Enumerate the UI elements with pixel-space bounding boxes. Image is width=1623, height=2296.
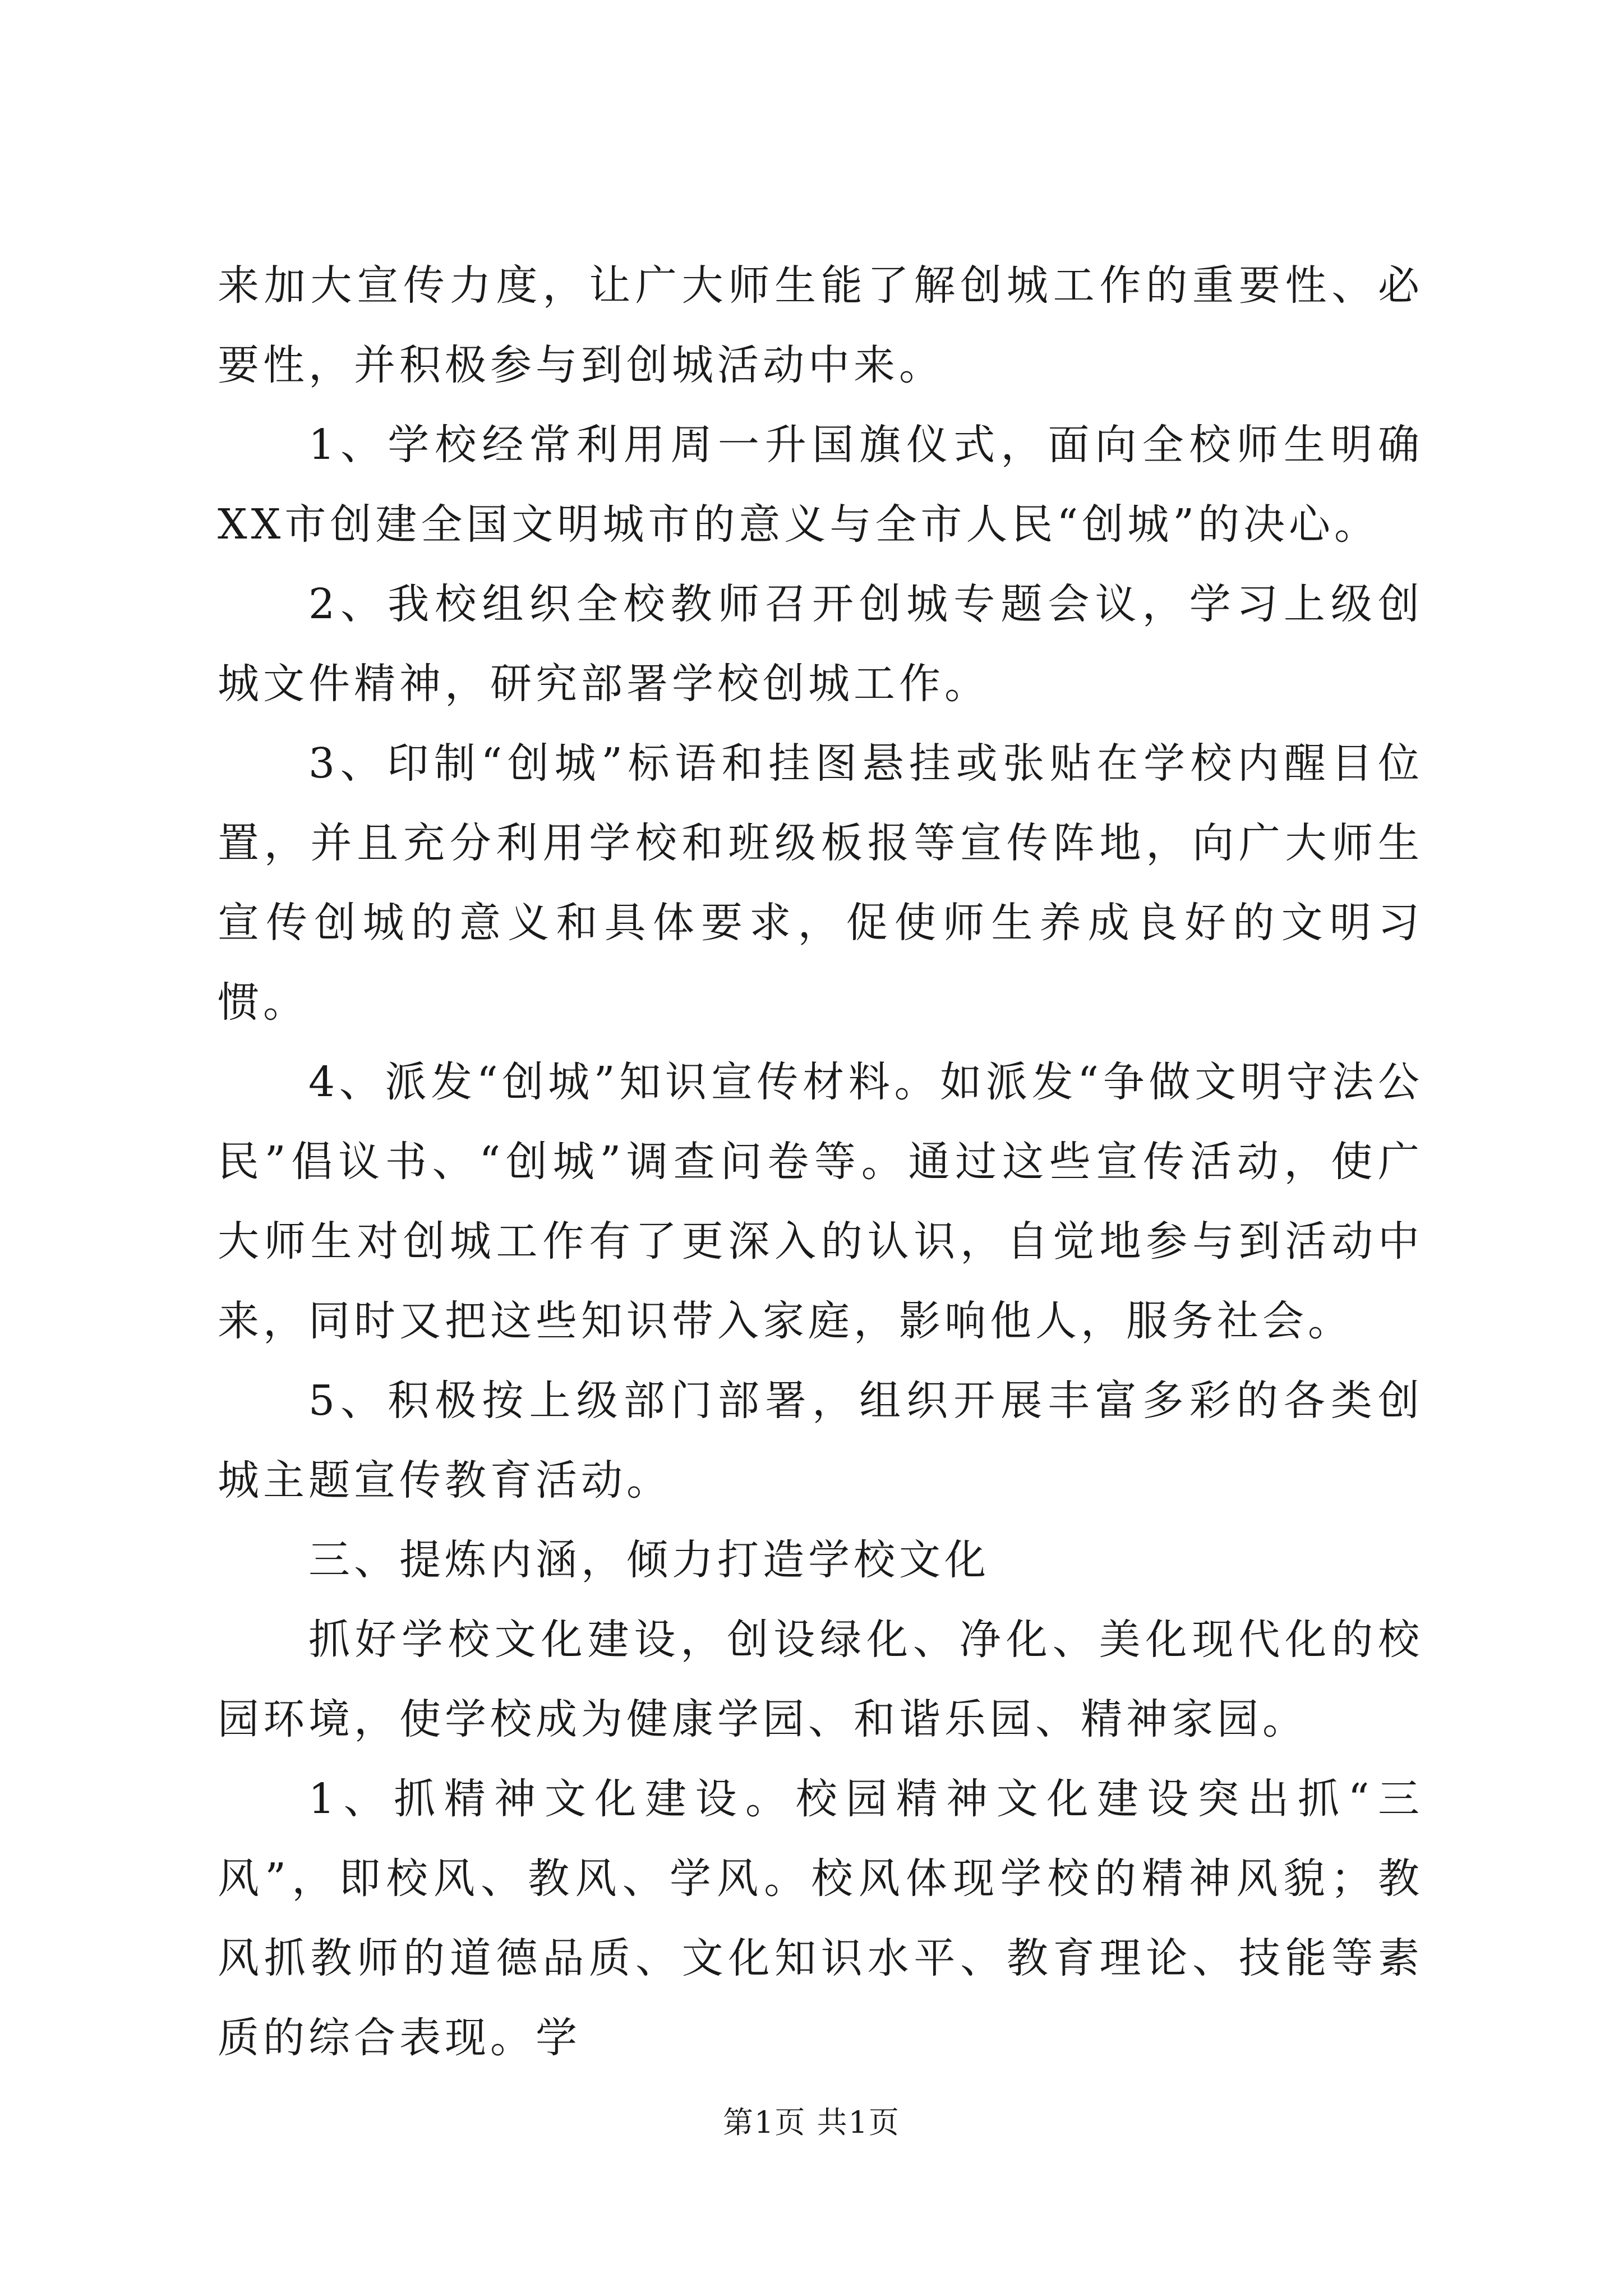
paragraph-item-5: 5、积极按上级部门部署，组织开展丰富多彩的各类创城主题宣传教育活动。 xyxy=(218,1377,1423,1504)
section-heading-3: 三、提炼内涵，倾力打造学校文化 xyxy=(308,1536,990,1584)
paragraph-item-2: 2、我校组织全校教师召开创城专题会议，学习上级创城文件精神，研究部署学校创城工作。 xyxy=(218,580,1423,708)
paragraph-section-intro: 抓好学校文化建设，创设绿化、净化、美化现代化的校园环境，使学校成为健康学园、和谐乐园、精神家园。 xyxy=(218,1616,1423,1743)
paragraph-subitem-1: 1、抓精神文化建设。校园精神文化建设突出抓“三风”，即校风、教风、学风。校风体现学校的精神风貌；教风抓教师的道德品质、文化知识水平、教育理论、技能等素质的综合表现。学 xyxy=(218,1775,1423,2062)
paragraph-continuation: 来加大宣传力度，让广大师生能了解创城工作的重要性、必要性，并积极参与到创城活动中来。 xyxy=(218,261,1423,389)
paragraph-item-3: 3、印制“创城”标语和挂图悬挂或张贴在学校内醒目位置，并且充分利用学校和班级板报等宣传阵地，向广大师生宣传创城的意义和具体要求，促使师生养成良好的文明习惯。 xyxy=(218,739,1423,1027)
paragraph-item-1: 1、学校经常利用周一升国旗仪式，面向全校师生明确XX市创建全国文明城市的意义与全市人民“创城”的决心。 xyxy=(218,421,1423,549)
page-footer: 第1页 共1页 xyxy=(723,2105,900,2140)
document-body xyxy=(218,246,1423,2078)
paragraph-item-4: 4、派发“创城”知识宣传材料。如派发“争做文明守法公民”倡议书、“创城”调查问卷等。通过这些宣传活动，使广大师生对创城工作有了更深入的认识，自觉地参与到活动中来，同时又把这些知识带入家庭，影响他人，服务社会。 xyxy=(218,1058,1423,1345)
